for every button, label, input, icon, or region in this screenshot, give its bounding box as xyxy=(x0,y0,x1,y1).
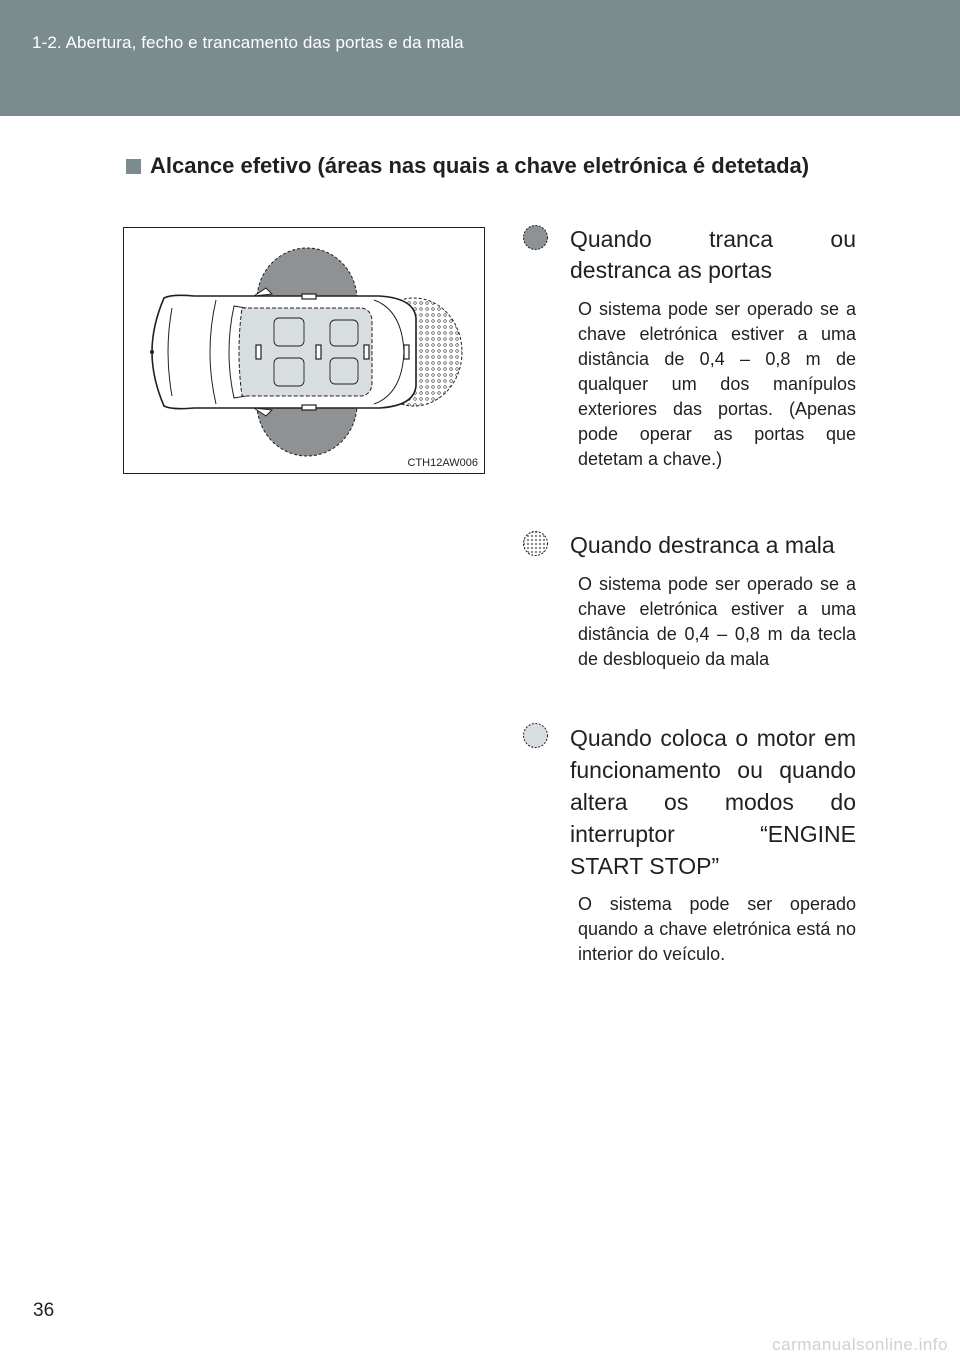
legend-item-engine-start xyxy=(522,722,856,982)
legend-heading: Quando tranca ou destranca as portas xyxy=(570,226,856,283)
square-bullet-icon xyxy=(126,159,141,174)
legend-description: O sistema pode ser operado quando a chave eletrónica está no interior do veículo. xyxy=(578,894,856,964)
legend-description: O sistema pode ser operado se a chave eletrónica estiver a uma distância de 0,4 – 0,8 m da tecla de desbloqueio da mala xyxy=(578,574,856,669)
dark-zone-icon xyxy=(522,224,549,251)
legend-heading: Quando destranca a mala xyxy=(570,532,835,558)
legend-description: O sistema pode ser operado se a chave eletrónica estiver a uma distância de 0,4 – 0,8 m de qualquer um dos manípulos exteriores das portas. (Apenas pode operar as portas que detetam a chave.) xyxy=(578,299,856,469)
dotted-zone-icon xyxy=(522,530,549,557)
section-title xyxy=(126,147,856,184)
page-number: 36 xyxy=(33,1300,55,1321)
legend-item-door-lock xyxy=(522,224,856,524)
car-top-view-illustration xyxy=(124,228,485,474)
section-title-text: Alcance efetivo (áreas nas quais a chave eletrónica é detetada) xyxy=(150,153,810,178)
legend-heading: Quando coloca o motor em funcionamento ou quando altera os modos do interruptor “ENGINE START STOP” xyxy=(570,725,856,879)
chapter-title: 1-2. Abertura, fecho e trancamento das portas e da mala xyxy=(32,33,464,52)
figure-code: CTH12AW006 xyxy=(407,457,478,469)
page-header xyxy=(0,0,960,116)
watermark: carmanualsonline.info xyxy=(772,1335,948,1354)
detection-range-figure xyxy=(123,227,485,474)
light-zone-icon xyxy=(522,722,549,749)
legend-item-trunk-unlock xyxy=(522,530,856,720)
